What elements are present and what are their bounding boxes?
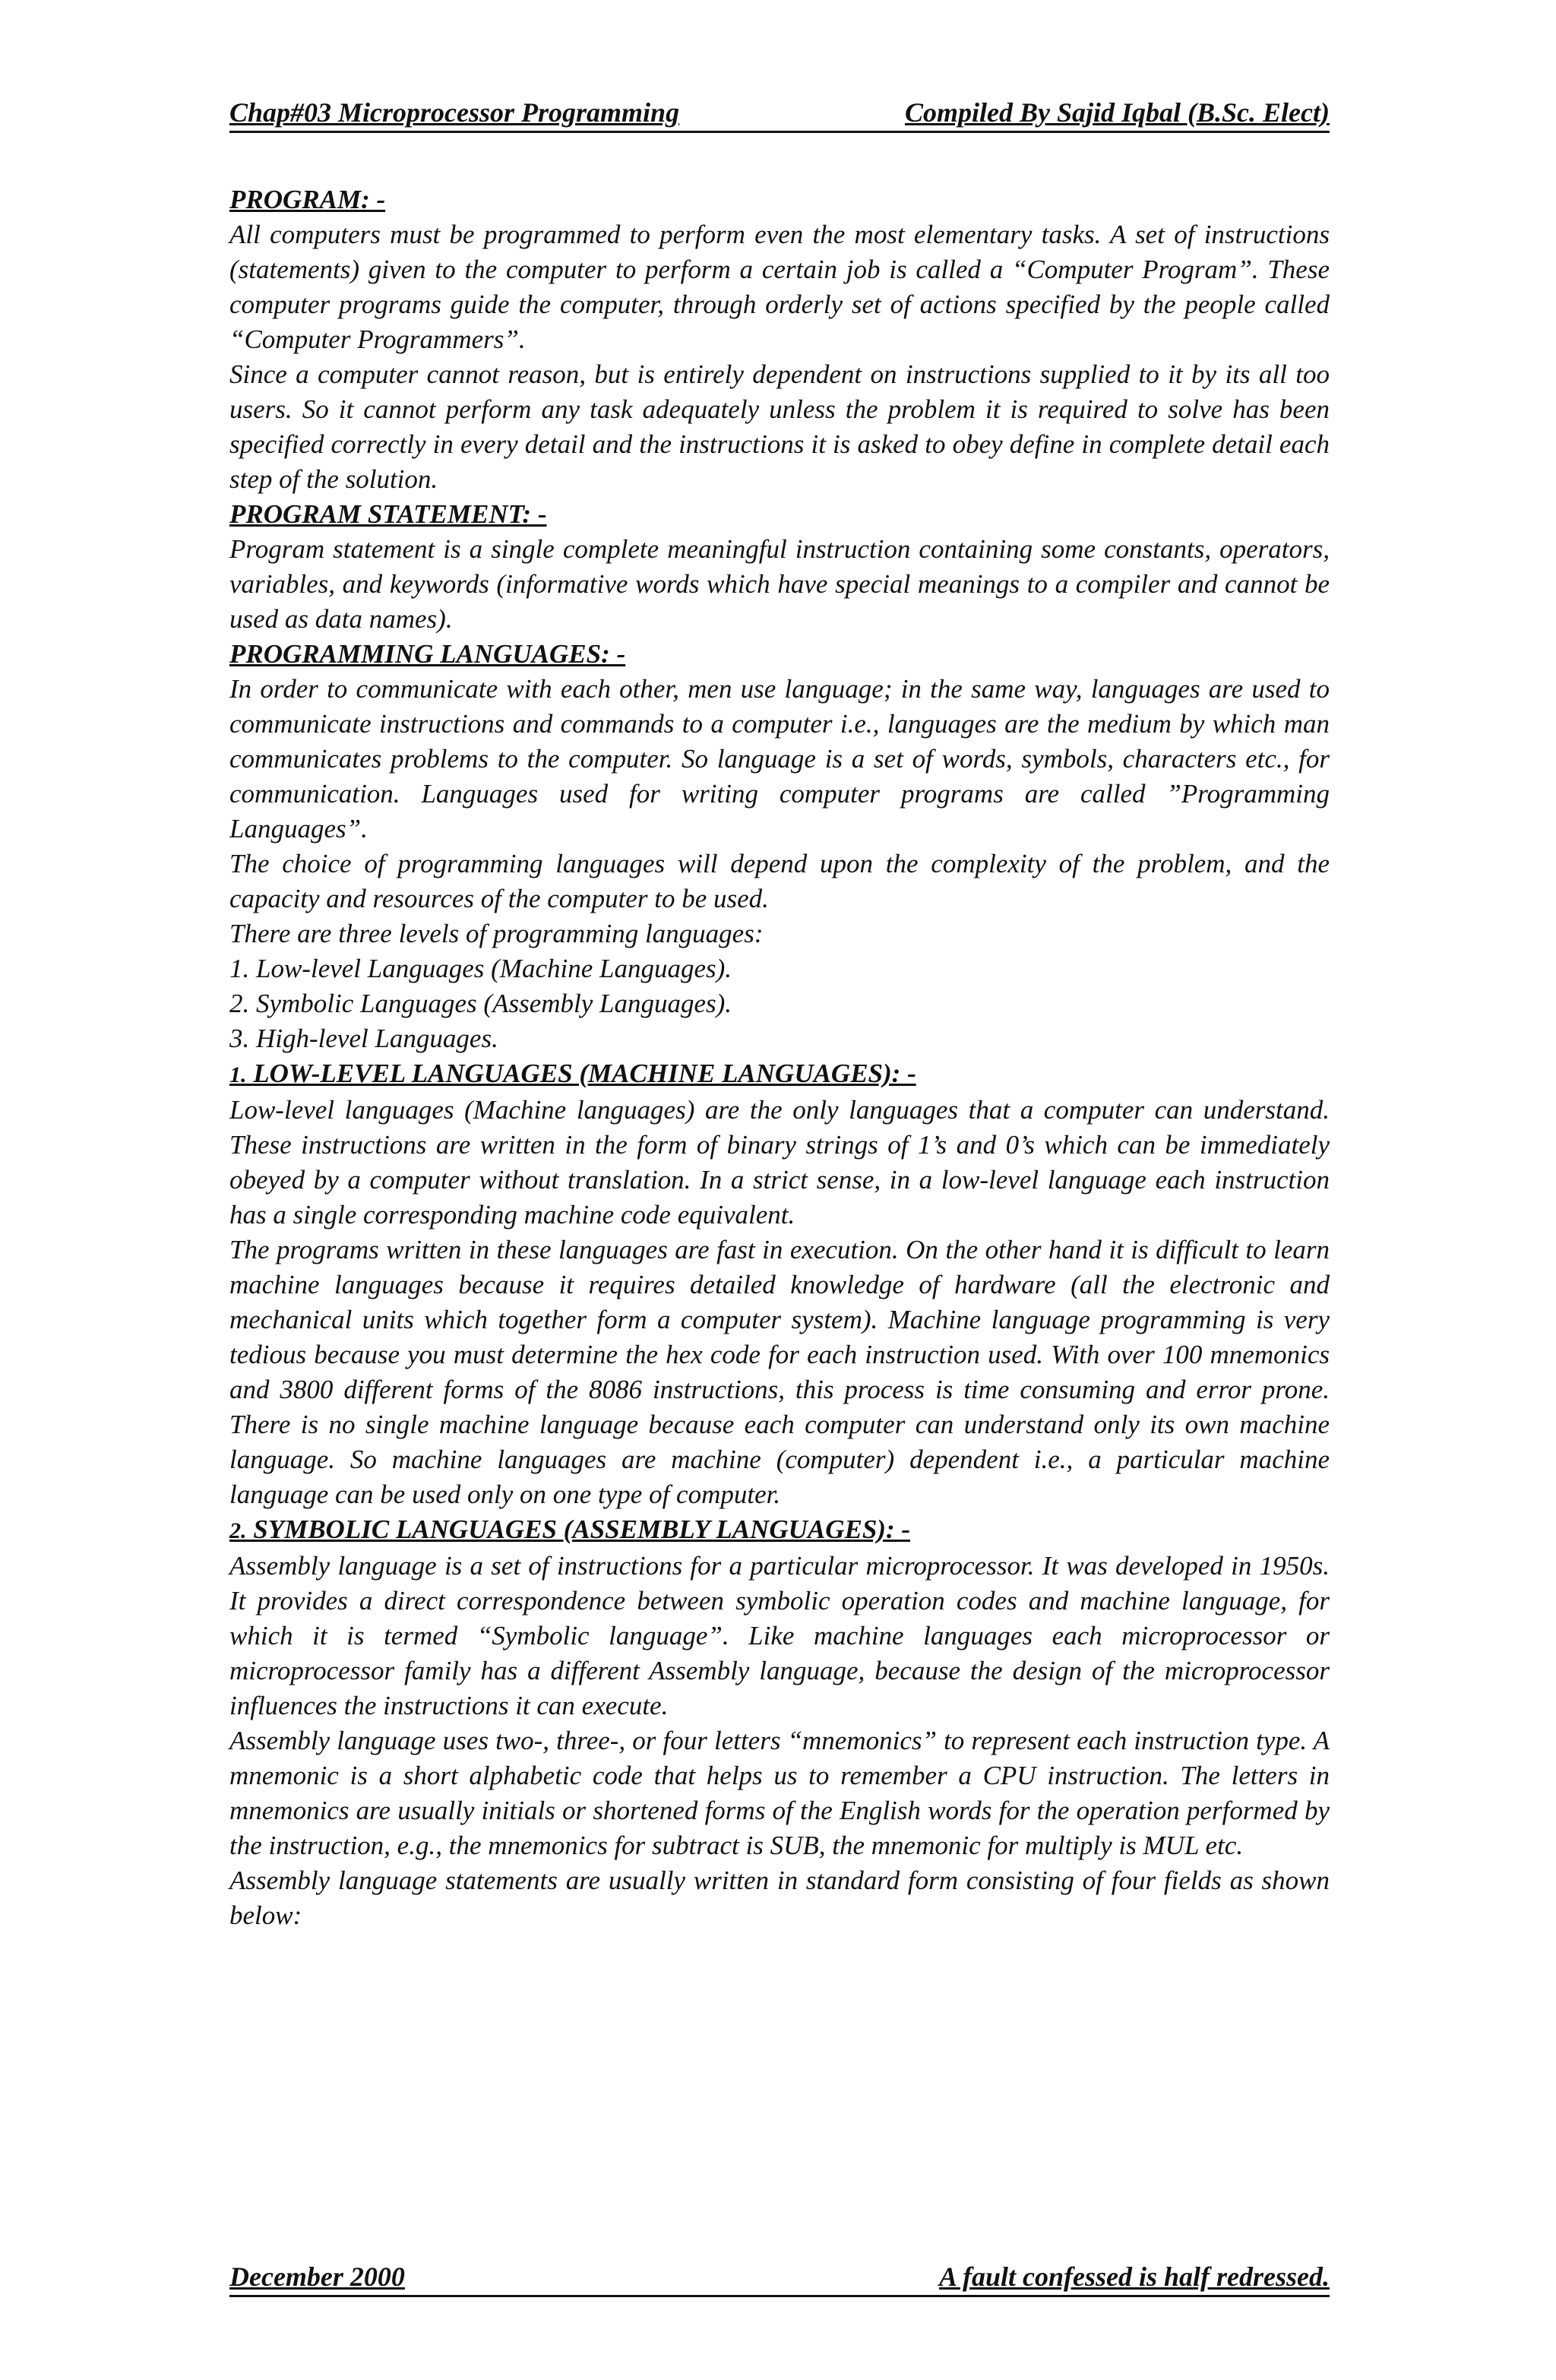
paragraph-program-1: All computers must be programmed to perform even the most elementary tasks. A set of instructions (statements) given to the computer to perform a certain job is called a “Computer Program”. These computer programs guide the computer, through orderly set of actions specified by the people called “Computer Programmers”.: [229, 220, 1330, 354]
paragraph-symbolic-1: Assembly language is a set of instructions for a particular microprocessor. It was developed in 1950s. It provides a direct correspondence between symbolic operation codes and machine language, for which it is termed “Symbolic language”. Like machine languages each microprocessor or microprocessor family has a different Assembly language, because the design of the microprocessor influences the instructions it can execute.: [229, 1551, 1330, 1720]
list-item-high-level: 3. High-level Languages.: [229, 1024, 498, 1053]
heading-number: 1.: [229, 1062, 247, 1087]
heading-symbolic-languages: [229, 1512, 1330, 1549]
heading-symbolic-text: SYMBOLIC LANGUAGES (ASSEMBLY LANGUAGES): -: [246, 1514, 911, 1544]
list-item-low-level: 1. Low-level Languages (Machine Languages).: [229, 954, 732, 983]
paragraph-programming-languages-3: There are three levels of programming languages:: [229, 919, 764, 948]
paragraph-programming-languages-2: The choice of programming languages will depend upon the complexity of the problem, and the capacity and resources of the computer to be used.: [229, 849, 1330, 913]
paragraph-low-level-2: The programs written in these languages are fast in execution. On the other hand it is difficult to learn machine languages because it requires detailed knowledge of hardware (all the electronic and mechanical units which together form a computer system). Machine language programming is very tedious because you must determine the hex code for each instruction used. With over 100 mnemonics and 3800 different forms of the 8086 instructions, this process is time consuming and error prone. There is no single machine language because each computer can understand only its own machine language. So machine languages are machine (computer) dependent i.e., a particular machine language can be used only on one type of computer.: [229, 1235, 1330, 1509]
heading-number: 2.: [229, 1518, 247, 1543]
page-footer: [229, 2255, 1330, 2297]
page-content: [229, 182, 1330, 1933]
heading-program: PROGRAM: -: [229, 185, 386, 214]
page-header: [229, 91, 1330, 133]
header-compiler-credit: Compiled By Sajid Iqbal (B.Sc. Elect): [905, 97, 1330, 128]
paragraph-program-2: Since a computer cannot reason, but is entirely dependent on instructions supplied to it by its all too users. So it cannot perform any task adequately unless the problem it is required to solve has been specified correctly in every detail and the instructions it is asked to obey define in complete detail each step of the solution.: [229, 359, 1330, 494]
paragraph-low-level-1: Low-level languages (Machine languages) are the only languages that a computer can understand. These instructions are written in the form of binary strings of 1’s and 0’s which can be immediately obeyed by a computer without translation. In a strict sense, in a low-level language each instruction has a single corresponding machine code equivalent.: [229, 1095, 1330, 1230]
paragraph-program-statement-1: Program statement is a single complete meaningful instruction containing some constants, operators, variables, and keywords (informative words which have special meanings to a compiler and cannot be used as data names).: [229, 534, 1330, 634]
heading-low-level-text: LOW-LEVEL LANGUAGES (MACHINE LANGUAGES): -: [246, 1059, 916, 1088]
heading-programming-languages: PROGRAMMING LANGUAGES: -: [229, 639, 626, 669]
paragraph-symbolic-2: Assembly language uses two-, three-, or four letters “mnemonics” to represent each instruction type. A mnemonic is a short alphabetic code that helps us to remember a CPU instruction. The letters in mnemonics are usually initials or shortened forms of the English words for the operation performed by the instruction, e.g., the mnemonics for subtract is SUB, the mnemonic for multiply is MUL etc.: [229, 1726, 1330, 1860]
paragraph-symbolic-3: Assembly language statements are usually written in standard form consisting of four fields as shown below:: [229, 1866, 1330, 1930]
footer-date: December 2000: [229, 2261, 405, 2292]
paragraph-programming-languages-1: In order to communicate with each other, men use language; in the same way, languages are used to communicate instructions and commands to a computer i.e., languages are the medium by which man communicates problems to the computer. So language is a set of words, symbols, characters etc., for communication. Languages used for writing computer programs are called ”Programming Languages”.: [229, 674, 1330, 843]
footer-motto: A fault confessed is half redressed.: [938, 2261, 1330, 2292]
header-chapter-title: Chap#03 Microprocessor Programming: [229, 97, 680, 128]
heading-low-level-languages: [229, 1056, 1330, 1093]
heading-program-statement: PROGRAM STATEMENT: -: [229, 499, 547, 529]
list-item-symbolic: 2. Symbolic Languages (Assembly Languages).: [229, 989, 732, 1018]
